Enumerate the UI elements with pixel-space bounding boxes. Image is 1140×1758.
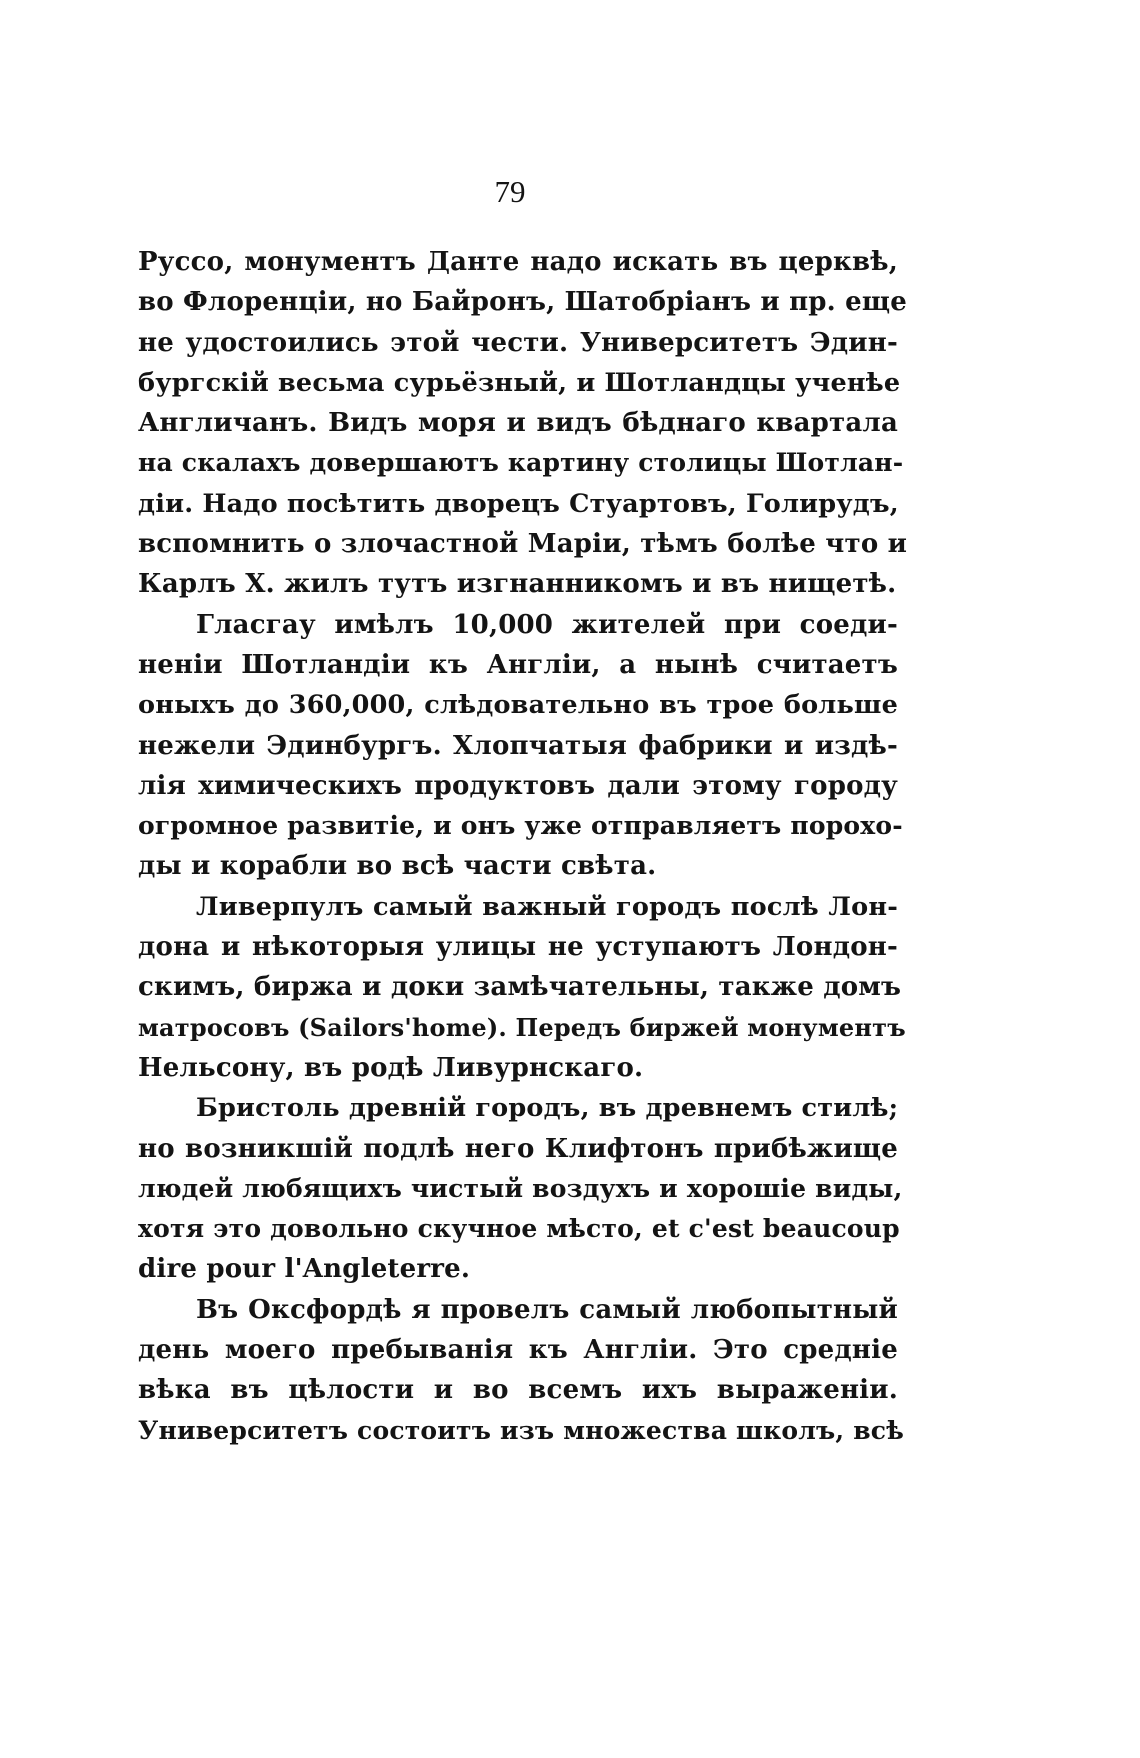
text-line: но возникшій подлѣ него Клифтонъ прибѣжище [138, 1133, 898, 1164]
page-number: 79 [494, 174, 526, 209]
text-line: Англичанъ. Видъ моря и видъ бѣднаго квартала [138, 408, 898, 439]
paragraph-3 [138, 887, 906, 1088]
paragraph-5 [138, 1290, 904, 1451]
text-line: нежели Эдинбургъ. Хлопчатыя фабрики и издѣ- [138, 730, 898, 761]
text-line: бургскій весьма сурьёзный, и Шотландцы ученѣе [138, 367, 901, 398]
text-line: Гласгау имѣлъ 10,000 жителей при соеди- [196, 609, 898, 640]
body-text [138, 242, 908, 1451]
text-line: вѣка въ цѣлости и во всемъ ихъ выраженіи. [138, 1375, 898, 1406]
text-line: хотя это довольно скучное мѣсто, et c'est beaucoup [138, 1214, 900, 1244]
paragraph-4 [138, 1088, 903, 1289]
text-line: не удостоились этой чести. Университетъ Эдин- [138, 327, 898, 358]
text-line: вспомнить о злочастной Маріи, тѣмъ болѣе что и [138, 529, 908, 560]
text-line: во Флоренціи, но Байронъ, Шатобріанъ и пр. еще [138, 287, 908, 318]
text-line: Нельсону, въ родѣ Ливурнскаго. [138, 1052, 644, 1083]
text-line: людей любящихъ чистый воздухъ и хорошіе виды, [138, 1173, 903, 1203]
text-line: Карлъ X. жилъ тутъ изгнанникомъ и въ нищетѣ. [138, 569, 897, 600]
text-line: скимъ, биржа и доки замѣчательны, также домъ [138, 972, 902, 1003]
text-line: Ливерпулъ самый важный городъ послѣ Лон- [196, 891, 898, 922]
paragraph-1 [138, 242, 908, 605]
text-line: dire pour l'Angleterre. [138, 1254, 471, 1285]
text-line: Бристоль древній городъ, въ древнемъ стилѣ; [196, 1093, 899, 1124]
paragraph-2 [138, 605, 903, 887]
text-line: дона и нѣкоторыя улицы не уступаютъ Лондон- [138, 932, 898, 963]
text-line: Университетъ состоитъ изъ множества школъ, всѣ [138, 1415, 904, 1445]
text-line: діи. Надо посѣтить дворецъ Стуартовъ, Голирудъ, [138, 488, 899, 519]
text-line: лія химическихъ продуктовъ дали этому городу [138, 770, 898, 801]
text-line: матросовъ (Sailors'home). Передъ биржей монументъ [138, 1012, 906, 1042]
text-line: Въ Оксфордѣ я провелъ самый любопытный [196, 1294, 898, 1325]
text-line: ды и корабли во всѣ части свѣта. [138, 851, 657, 882]
text-line: день моего пребыванія къ Англіи. Это средніе [138, 1335, 898, 1366]
text-line: оныхъ до 360,000, слѣдовательно въ трое больше [138, 690, 898, 721]
text-line: неніи Шотландіи къ Англіи, а нынѣ считаетъ [138, 649, 898, 680]
text-line: Руссо, монументъ Данте надо искать въ церквѣ, [138, 247, 898, 277]
text-line: на скалахъ довершаютъ картину столицы Шотлан- [138, 448, 904, 478]
text-line: огромное развитіе, и онъ уже отправляетъ порохо- [138, 811, 903, 841]
